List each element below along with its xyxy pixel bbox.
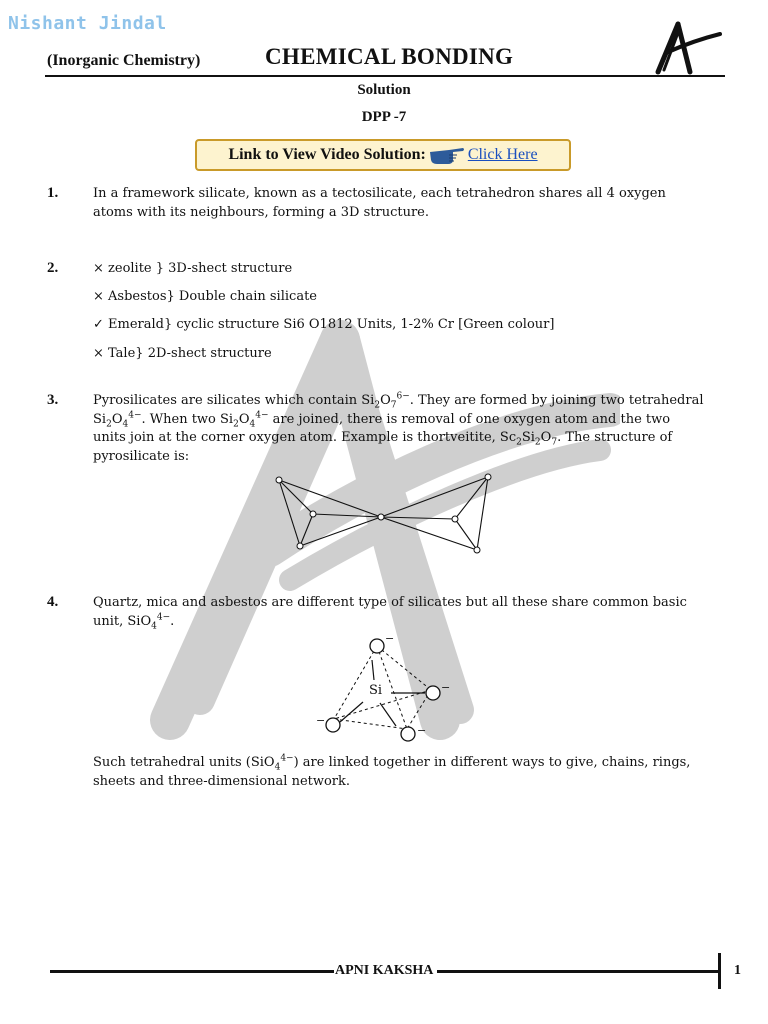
svg-text:−: − — [417, 724, 427, 737]
answer-4-text: Quartz, mica and asbestos are different type of silicates but all these share common basic unit, SiO$_4^{4-}$. — [93, 595, 687, 632]
click-here-link[interactable]: Click Here — [467, 146, 538, 163]
pyrosilicate-structure-diagram — [270, 470, 500, 560]
page-title: CHEMICAL BONDING — [265, 44, 514, 69]
answer-3-text: Pyrosilicates are silicates which contain $Si_2O_7^{6-}$. They are formed by joining two tetrahedral $Si_2O_4^{4-}$. When two $Si_2O_4^{4-}$ are joined, there is removal of one oxygen atom and the two units join at the corner oxygen atom. Example is thortveitite, $Sc_2Si_2O_7$. The structure of pyrosilicate is: — [93, 391, 704, 464]
answer-4-followup: Such tetrahedral units (SiO$_4^{4-}$) are linked together in different ways to give, chains, rings, sheets and three-dimensional network. — [93, 753, 691, 789]
pointing-hand-icon — [429, 144, 465, 166]
footer-brand: APNI KAKSHA — [335, 963, 434, 978]
footer-divider-left — [50, 970, 334, 973]
svg-text:−: − — [385, 632, 395, 645]
header-divider — [45, 75, 725, 77]
solution-heading: Solution — [357, 82, 411, 98]
video-solution-box — [195, 139, 571, 171]
answer-2-line-2: × Asbestos} Double chain silicate — [93, 289, 317, 304]
question-number-2: 2. — [47, 260, 59, 276]
question-number-1: 1. — [47, 185, 59, 201]
svg-text:−: − — [441, 681, 451, 694]
footer-vertical-bar — [718, 953, 721, 989]
answer-1-text: In a framework silicate, known as a tectosilicate, each tetrahedron shares all 4 oxygen atoms with its neighbours, forming a 3D structure. — [93, 186, 666, 220]
answer-2-line-4: × Tale} 2D-shect structure — [93, 346, 272, 361]
question-number-3: 3. — [47, 392, 59, 408]
page-number: 1 — [734, 963, 741, 978]
answer-2-line-1: × zeolite } 3D-shect structure — [93, 261, 293, 276]
subject-label: (Inorganic Chemistry) — [47, 52, 201, 69]
question-number-4: 4. — [47, 594, 59, 610]
answer-2-line-3: ✓ Emerald} cyclic structure Si6 O1812 Units, 1-2% Cr [Green colour] — [93, 317, 555, 332]
video-link-label: Link to View Video Solution: — [228, 146, 426, 163]
silicate-tetrahedron-diagram — [310, 632, 460, 747]
brand-logo — [652, 18, 724, 76]
silicon-atom-label: Si — [369, 683, 383, 698]
footer-divider-right — [437, 970, 719, 973]
svg-text:−: − — [316, 714, 326, 727]
dpp-heading: DPP -7 — [361, 109, 407, 125]
author-watermark: Nishant Jindal — [8, 13, 167, 34]
